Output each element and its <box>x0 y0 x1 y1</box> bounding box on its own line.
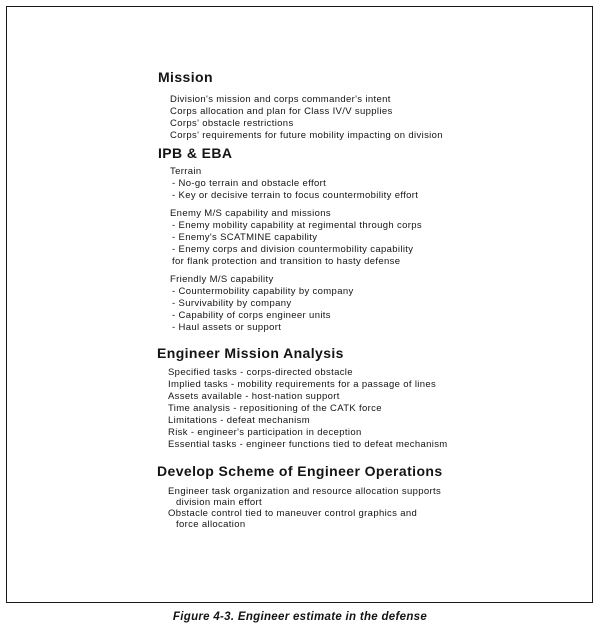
ipb-line-6: - Enemy's SCATMINE capability <box>172 232 318 243</box>
heading-develop-scheme: Develop Scheme of Engineer Operations <box>157 463 443 479</box>
scheme-line-4: force allocation <box>176 519 246 530</box>
heading-mission: Mission <box>158 69 213 85</box>
ipb-line-1: Terrain <box>170 166 202 177</box>
ipb-line-13: - Haul assets or support <box>172 322 282 333</box>
analysis-line-1: Specified tasks - corps-directed obstacle <box>168 367 353 378</box>
scheme-line-1: Engineer task organization and resource allocation supports <box>168 486 442 497</box>
ipb-line-12: - Capability of corps engineer units <box>172 310 331 321</box>
ipb-line-9: Friendly M/S capability <box>170 274 274 285</box>
ipb-line-7: - Enemy corps and division countermobility capability <box>172 244 414 255</box>
analysis-line-6: Risk - engineer's participation in deception <box>168 427 362 438</box>
mission-line-3: Corps' obstacle restrictions <box>170 118 294 129</box>
ipb-line-2: - No-go terrain and obstacle effort <box>172 178 327 189</box>
ipb-line-5: - Enemy mobility capability at regimental through corps <box>172 220 422 231</box>
scheme-line-2: division main effort <box>176 497 263 508</box>
mission-line-4: Corps' requirements for future mobility impacting on division <box>170 130 443 141</box>
figure-caption: Figure 4-3. Engineer estimate in the defense <box>172 611 428 623</box>
mission-line-2: Corps allocation and plan for Class IV/V supplies <box>170 106 393 117</box>
mission-line-1: Division's mission and corps commander's intent <box>170 94 391 105</box>
ipb-line-8: for flank protection and transition to hasty defense <box>172 256 401 267</box>
heading-ipb-eba: IPB & EBA <box>158 145 233 161</box>
analysis-line-3: Assets available - host-nation support <box>168 391 340 402</box>
analysis-line-7: Essential tasks - engineer functions tied to defeat mechanism <box>168 439 448 450</box>
ipb-line-4: Enemy M/S capability and missions <box>170 208 331 219</box>
ipb-line-11: - Survivability by company <box>172 298 292 309</box>
analysis-line-5: Limitations - defeat mechanism <box>168 415 310 426</box>
analysis-line-4: Time analysis - repositioning of the CATK force <box>168 403 382 414</box>
scheme-line-3: Obstacle control tied to maneuver control graphics and <box>168 508 418 519</box>
ipb-line-3: - Key or decisive terrain to focus countermobility effort <box>172 190 419 201</box>
heading-engineer-mission-analysis: Engineer Mission Analysis <box>157 345 344 361</box>
ipb-line-10: - Countermobility capability by company <box>172 286 354 297</box>
analysis-line-2: Implied tasks - mobility requirements for a passage of lines <box>168 379 437 390</box>
